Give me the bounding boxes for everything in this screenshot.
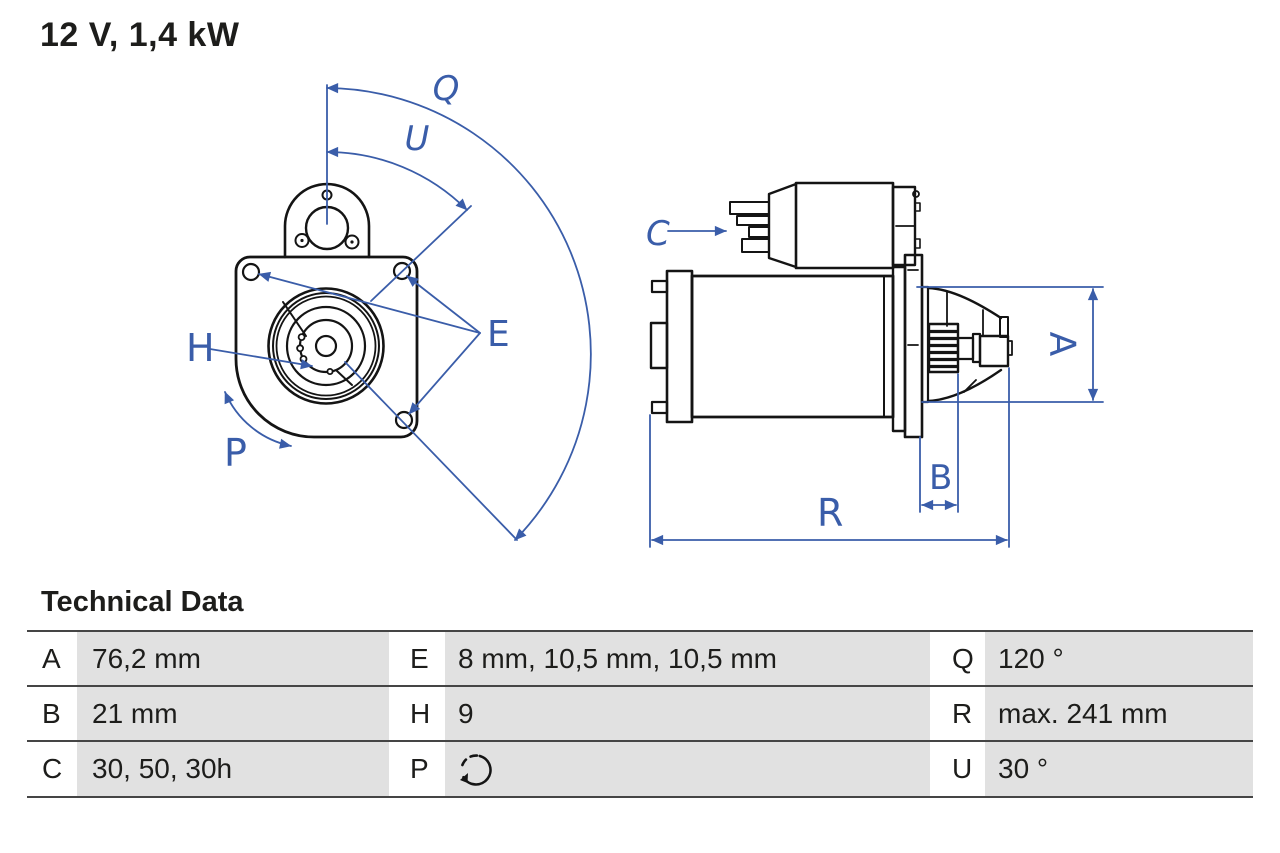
technical-data-table xyxy=(27,630,1253,798)
cell-value-u: 30 ° xyxy=(985,742,1253,796)
dim-label-q: Q xyxy=(432,69,460,109)
dim-label-e: E xyxy=(487,314,510,355)
cell-key-h: H xyxy=(389,687,445,740)
table-row xyxy=(27,630,1253,685)
cell-value-r: max. 241 mm xyxy=(985,687,1253,740)
leader-h xyxy=(210,349,312,366)
dim-label-p: P xyxy=(224,431,247,475)
angle-arc-u xyxy=(327,152,467,210)
cell-value-b: 21 mm xyxy=(77,687,389,740)
rotation-ccw-icon xyxy=(458,749,496,789)
page-title: 12 V, 1,4 kW xyxy=(40,16,240,54)
cell-value-p xyxy=(445,742,930,796)
leader-e-hole3 xyxy=(409,333,480,414)
dim-label-b: B xyxy=(929,458,953,498)
cell-key-q: Q xyxy=(930,632,985,685)
dim-label-c: C xyxy=(646,214,670,254)
dim-label-u: U xyxy=(404,119,430,159)
dim-label-r: R xyxy=(817,491,844,535)
cell-key-a: A xyxy=(27,632,77,685)
cell-key-r: R xyxy=(930,687,985,740)
pinion-teeth xyxy=(931,332,957,367)
table-row xyxy=(27,685,1253,740)
dimension-labels xyxy=(186,69,1083,535)
cell-key-b: B xyxy=(27,687,77,740)
cell-key-e: E xyxy=(389,632,445,685)
dim-label-a: A xyxy=(1041,331,1083,357)
dimension-lines xyxy=(210,85,1103,547)
cell-value-q: 120 ° xyxy=(985,632,1253,685)
cell-key-u: U xyxy=(930,742,985,796)
table-heading: Technical Data xyxy=(41,586,244,618)
dim-label-h: H xyxy=(186,326,215,370)
cell-value-h: 9 xyxy=(445,687,930,740)
cell-key-p: P xyxy=(389,742,445,796)
cell-value-e: 8 mm, 10,5 mm, 10,5 mm xyxy=(445,632,930,685)
cell-value-a: 76,2 mm xyxy=(77,632,389,685)
table-row xyxy=(27,740,1253,796)
cell-value-c: 30, 50, 30h xyxy=(77,742,389,796)
cell-key-c: C xyxy=(27,742,77,796)
